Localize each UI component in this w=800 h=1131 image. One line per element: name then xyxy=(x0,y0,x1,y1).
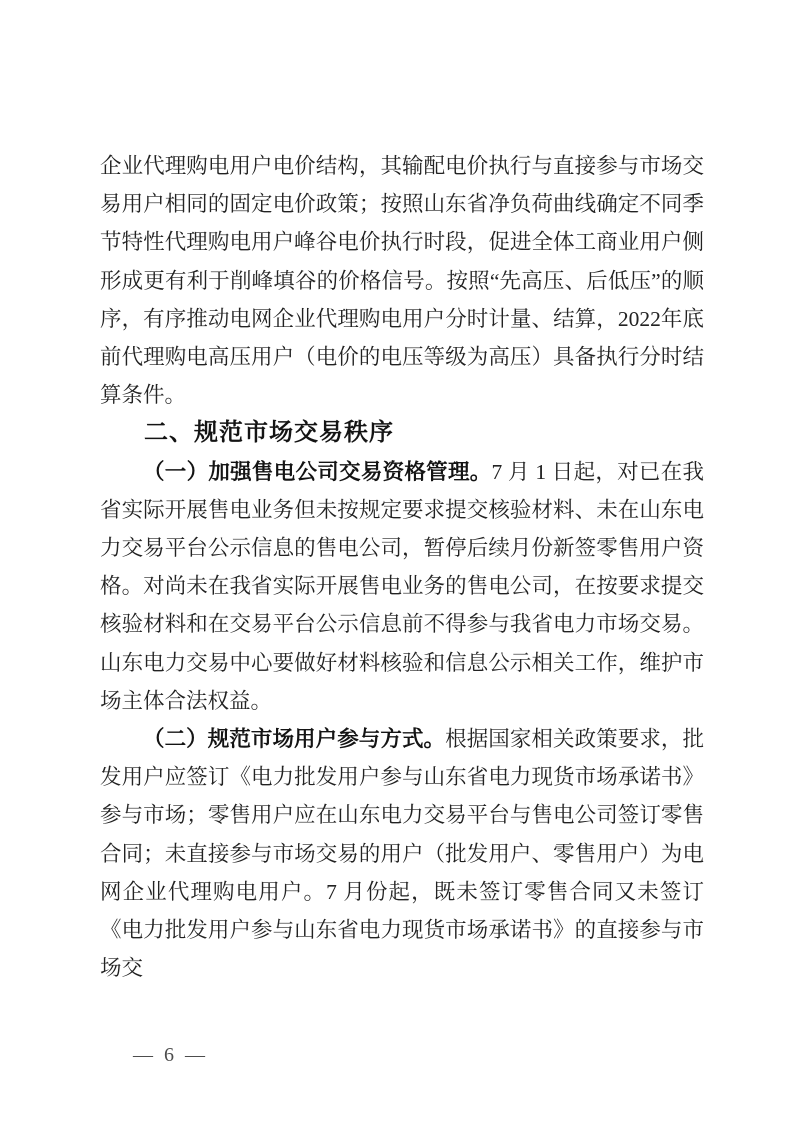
subsection-paragraph-one xyxy=(100,453,704,720)
subsection-two-body: 根据国家相关政策要求，批发用户应签订《电力批发用户参与山东省电力现货市场承诺书》参与市场；零售用户应在山东电力交易平台与售电公司签订零售合同；未直接参与市场交易的用户（批发用户、零售用户）为电网企业代理购电用户。7 月份起，既未签订零售合同又未签订《电力批发用户参与山东省电力现货市场承诺书》的直接参与市场交 xyxy=(100,727,704,981)
subsection-one-lead: （一）加强售电公司交易资格管理。 xyxy=(143,459,492,484)
subsection-two-lead: （二）规范市场用户参与方式。 xyxy=(143,727,446,752)
section-heading: 二、规范市场交易秩序 xyxy=(144,419,394,447)
document-body xyxy=(100,147,704,987)
subsection-paragraph-two xyxy=(100,720,704,987)
page-number: — 6 — xyxy=(133,1044,208,1066)
subsection-one-body: 7 月 1 日起，对已在我省实际开展售电业务但未按规定要求提交核验材料、未在山东电力交易平台公示信息的售电公司，暂停后续月份新签零售用户资格。对尚未在我省实际开展售电业务的售电公司，在按要求提交核验材料和在交易平台公示信息前不得参与我省电力市场交易。山东电力交易中心要做好材料核验和信息公示相关工作，维护市场主体合法权益。 xyxy=(100,459,704,713)
paragraph-continuation: 企业代理购电用户电价结构，其输配电价执行与直接参与市场交易用户相同的固定电价政策；按照山东省净负荷曲线确定不同季节特性代理购电用户峰谷电价执行时段，促进全体工商业用户侧形成更有利于削峰填谷的价格信号。按照“先高压、后低压”的顺序，有序推动电网企业代理购电用户分时计量、结算，2022年底前代理购电高压用户（电价的电压等级为高压）具备执行分时结算条件。 xyxy=(100,154,704,408)
